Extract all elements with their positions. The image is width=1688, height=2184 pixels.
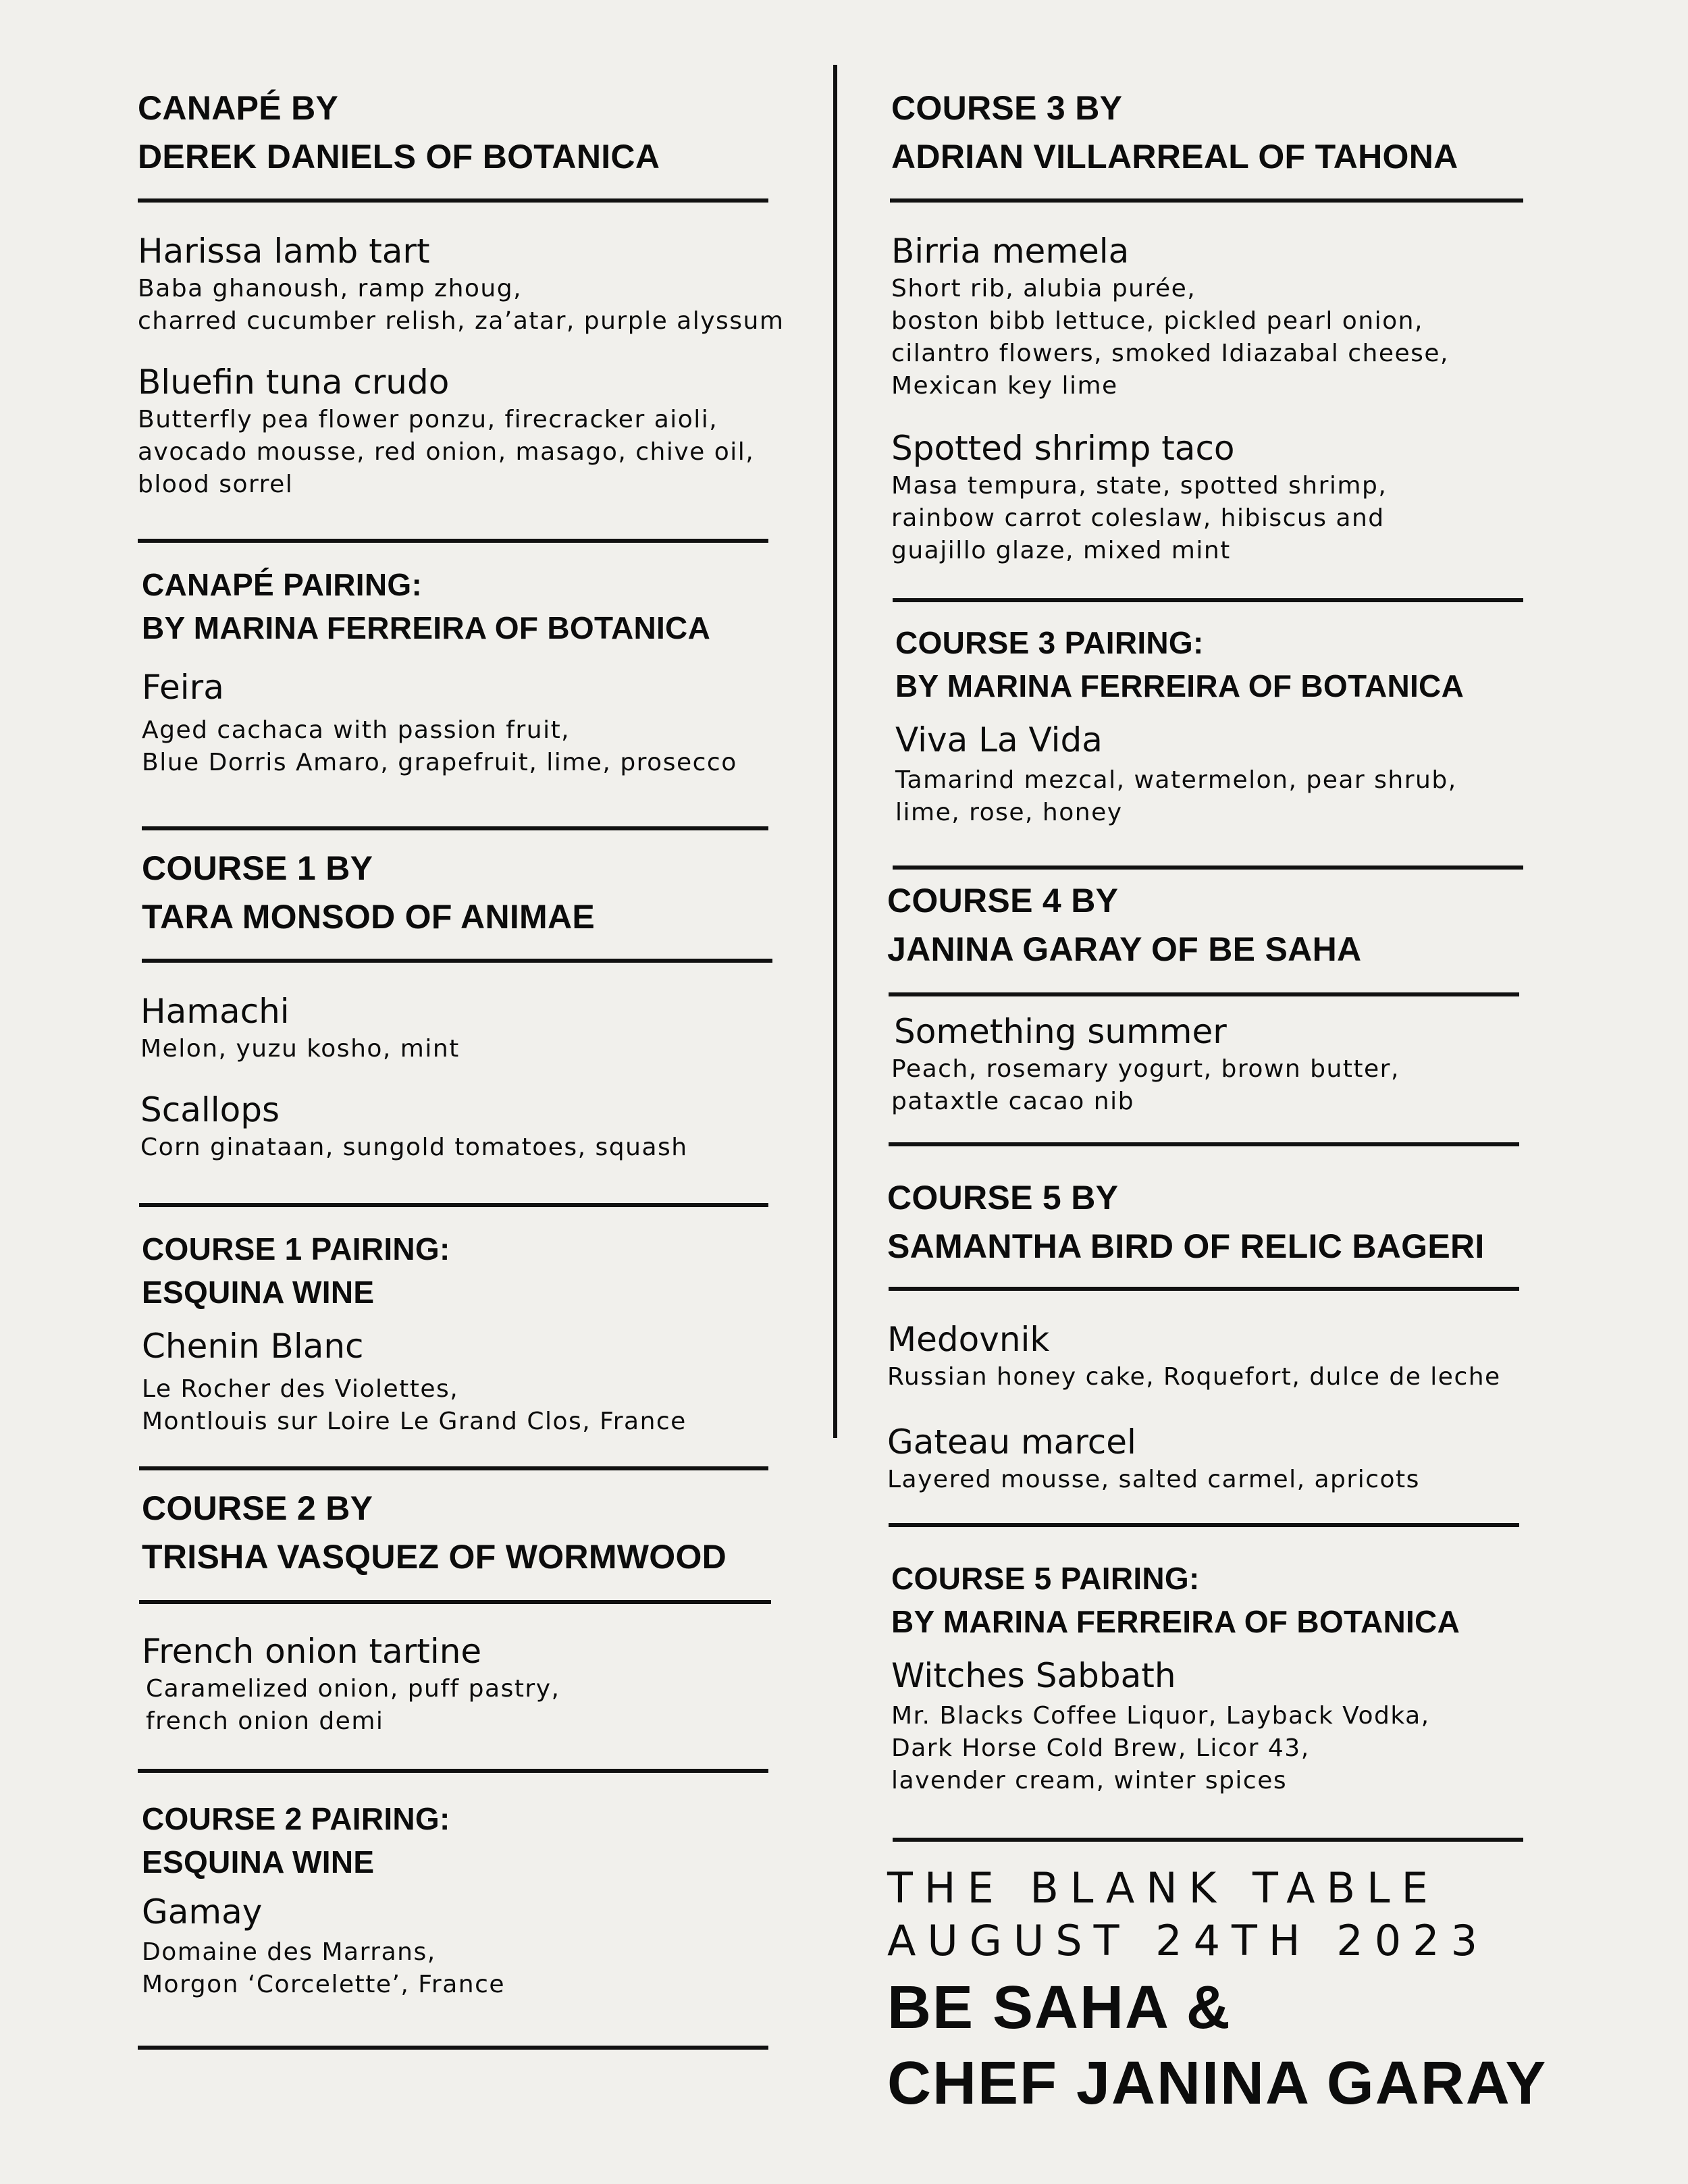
course-3-heading (891, 84, 1458, 181)
drink-name: Feira (142, 668, 224, 707)
course-1-pairing-heading (142, 1227, 450, 1314)
menu-item (895, 718, 1457, 829)
section-divider (889, 992, 1519, 996)
canape-pairing-heading (142, 563, 710, 649)
dish-name: Medovnik (887, 1320, 1050, 1359)
heading-line: CANAPÉ BY (138, 89, 339, 127)
menu-item (891, 427, 1387, 567)
menu-item (887, 1420, 1420, 1496)
section-divider (893, 598, 1523, 602)
section-divider (142, 959, 772, 963)
dish-description: avocado mousse, red onion, masago, chive oil, (138, 438, 755, 466)
section-divider (893, 865, 1523, 870)
heading-line: COURSE 1 PAIRING: (142, 1231, 450, 1267)
heading-line: COURSE 5 PAIRING: (891, 1561, 1200, 1596)
dish-description: Masa tempura, state, spotted shrimp, (891, 472, 1388, 500)
menu-item (142, 1325, 687, 1438)
menu-item (138, 230, 784, 338)
dish-name: Bluefin tuna crudo (138, 363, 450, 402)
canape-heading (138, 84, 660, 181)
dish-description: Russian honey cake, Roquefort, dulce de leche (887, 1363, 1501, 1391)
drink-name: Viva La Vida (895, 720, 1103, 760)
course-2-heading (142, 1484, 727, 1581)
dish-description: Mexican key lime (891, 372, 1118, 400)
dish-description: charred cucumber relish, za’atar, purple alyssum (138, 307, 785, 335)
dish-description: Caramelized onion, puff pastry, (146, 1675, 560, 1703)
section-divider (142, 826, 768, 830)
heading-line: ESQUINA WINE (142, 1844, 375, 1880)
drink-description: Le Rocher des Violettes, (142, 1375, 459, 1403)
course-4-heading (887, 876, 1361, 974)
heading-line: COURSE 2 BY (142, 1489, 373, 1527)
section-divider (138, 539, 768, 543)
dish-description: pataxtle cacao nib (891, 1088, 1134, 1115)
dish-description: Peach, rosemary yogurt, brown butter, (891, 1055, 1400, 1083)
heading-line: ADRIAN VILLARREAL OF TAHONA (891, 138, 1458, 176)
course-1-heading (142, 844, 595, 941)
heading-line: COURSE 5 BY (887, 1179, 1119, 1217)
venue-name: THE BLANK TABLE (887, 1863, 1440, 1913)
course-2-pairing-heading (142, 1797, 450, 1884)
menu-item (142, 1630, 560, 1738)
heading-line: BY MARINA FERREIRA OF BOTANICA (142, 610, 711, 645)
heading-line: BY MARINA FERREIRA OF BOTANICA (895, 668, 1465, 703)
drink-description: Blue Dorris Amaro, grapefruit, lime, prosecco (142, 749, 737, 776)
section-divider (139, 1466, 768, 1470)
dish-description: blood sorrel (138, 471, 294, 498)
dish-name: Something summer (894, 1012, 1227, 1051)
section-divider (889, 1287, 1519, 1291)
section-divider (138, 198, 768, 203)
drink-name: Witches Sabbath (891, 1656, 1176, 1695)
section-divider (138, 2046, 768, 2050)
menu-item (140, 1088, 688, 1164)
drink-description: Dark Horse Cold Brew, Licor 43, (891, 1734, 1310, 1762)
drink-description: Tamarind mezcal, watermelon, pear shrub, (895, 766, 1457, 794)
heading-line: COURSE 2 PAIRING: (142, 1801, 450, 1836)
section-divider (889, 1142, 1519, 1146)
section-divider (139, 1203, 768, 1207)
dish-name: Hamachi (140, 992, 290, 1031)
drink-description: lavender cream, winter spices (891, 1767, 1288, 1794)
heading-line: ESQUINA WINE (142, 1275, 375, 1310)
dish-name: Birria memela (891, 232, 1130, 271)
dish-description: Corn ginataan, sungold tomatoes, squash (140, 1134, 688, 1161)
drink-name: Gamay (142, 1892, 263, 1932)
event-date: AUGUST 24TH 2023 (887, 1916, 1489, 1965)
event-footer (887, 1862, 1547, 2121)
heading-line: COURSE 4 BY (887, 882, 1119, 920)
menu-item (142, 666, 737, 779)
dish-description: Melon, yuzu kosho, mint (140, 1035, 460, 1063)
menu-item (142, 1890, 505, 2001)
heading-line: TRISHA VASQUEZ OF WORMWOOD (142, 1538, 727, 1576)
course-3-pairing-heading (895, 621, 1464, 708)
column-divider (833, 65, 837, 1438)
dish-description: french onion demi (146, 1707, 384, 1735)
heading-line: COURSE 3 PAIRING: (895, 625, 1204, 660)
event-title-line: CHEF JANINA GARAY (887, 2050, 1548, 2117)
section-divider (890, 198, 1523, 203)
dish-description: guajillo glaze, mixed mint (891, 537, 1231, 564)
menu-item (891, 230, 1449, 402)
drink-name: Chenin Blanc (142, 1327, 364, 1366)
drink-description: Aged cachaca with passion fruit, (142, 716, 571, 744)
section-divider (139, 1600, 771, 1604)
heading-line: DEREK DANIELS OF BOTANICA (138, 138, 660, 176)
dish-description: Butterfly pea flower ponzu, firecracker aioli, (138, 406, 718, 433)
drink-description: Mr. Blacks Coffee Liquor, Layback Vodka, (891, 1702, 1430, 1730)
dish-description: cilantro flowers, smoked Idiazabal cheese, (891, 340, 1449, 367)
dish-description: Baba ghanoush, ramp zhoug, (138, 275, 523, 302)
dish-name: French onion tartine (142, 1632, 482, 1671)
dish-description: boston bibb lettuce, pickled pearl onion, (891, 307, 1423, 335)
heading-line: CANAPÉ PAIRING: (142, 567, 423, 602)
menu-item (140, 990, 460, 1065)
dish-description: Short rib, alubia purée, (891, 275, 1196, 302)
heading-line: COURSE 3 BY (891, 89, 1123, 127)
heading-line: SAMANTHA BIRD OF RELIC BAGERI (887, 1227, 1485, 1265)
drink-description: Montlouis sur Loire Le Grand Clos, France (142, 1408, 687, 1435)
dish-description: rainbow carrot coleslaw, hibiscus and (891, 504, 1385, 532)
drink-description: Morgon ‘Corcelette’, France (142, 1971, 506, 1998)
drink-description: lime, rose, honey (895, 799, 1123, 826)
section-divider (889, 1523, 1519, 1527)
menu-item (891, 1654, 1430, 1797)
course-5-pairing-heading (891, 1557, 1460, 1643)
dish-name: Gateau marcel (887, 1422, 1136, 1462)
dish-name: Scallops (140, 1090, 280, 1129)
heading-line: BY MARINA FERREIRA OF BOTANICA (891, 1604, 1460, 1639)
menu-item (887, 1318, 1501, 1393)
heading-line: JANINA GARAY OF BE SAHA (887, 930, 1362, 968)
heading-line: COURSE 1 BY (142, 849, 373, 887)
section-divider (138, 1769, 768, 1773)
course-5-heading (887, 1173, 1485, 1271)
dish-description: Layered mousse, salted carmel, apricots (887, 1466, 1420, 1493)
heading-line: TARA MONSOD OF ANIMAE (142, 898, 596, 936)
menu-item (138, 361, 754, 501)
menu-item (891, 1010, 1400, 1118)
event-title-line: BE SAHA & (887, 1974, 1232, 2042)
section-divider (893, 1838, 1523, 1842)
dish-name: Spotted shrimp taco (891, 429, 1235, 468)
dish-name: Harissa lamb tart (138, 232, 430, 271)
drink-description: Domaine des Marrans, (142, 1938, 436, 1966)
